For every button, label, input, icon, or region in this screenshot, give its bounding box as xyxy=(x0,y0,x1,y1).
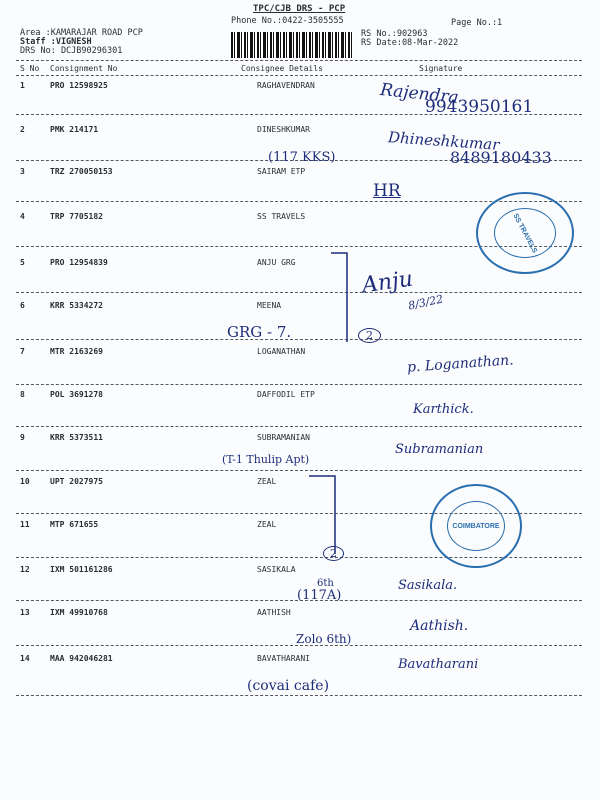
col-consignee: Consignee Details xyxy=(241,64,323,73)
phone-number: Phone No.:0422-3505555 xyxy=(231,16,344,26)
row-sno: 3 xyxy=(20,167,25,176)
row-consignment: PRO 12598925 xyxy=(50,81,108,90)
page-number: Page No.:1 xyxy=(451,18,503,28)
row-sno: 2 xyxy=(20,125,25,134)
col-sno: S No xyxy=(20,64,40,73)
handwritten-signature-14: Bavatharani xyxy=(398,657,479,672)
header-rule-bottom xyxy=(16,75,582,76)
row-sno: 1 xyxy=(20,81,25,90)
handwritten-signature-13: Aathish. xyxy=(410,618,469,634)
handwritten-note-6: GRG - 7. xyxy=(227,323,292,341)
handwritten-note-9: (T-1 Thulip Apt) xyxy=(222,453,310,466)
handwritten-signature-9: Subramanian xyxy=(395,442,484,457)
row-consignment: MTR 2163269 xyxy=(50,347,103,356)
row-consignee: SASIKALA xyxy=(257,565,296,574)
row-sno: 5 xyxy=(20,258,25,267)
handwritten-signature-7: p. Loganathan. xyxy=(406,352,515,376)
area-label: Area :KAMARAJAR ROAD PCP xyxy=(20,28,143,38)
rs-number: RS No.:902963 xyxy=(361,29,428,39)
row-sno: 11 xyxy=(20,520,30,529)
row-sno: 10 xyxy=(20,477,30,486)
row-consignee: ANJU GRG xyxy=(257,258,296,267)
row-consignee: ZEAL xyxy=(257,477,277,486)
handwritten-note-13: Zolo 6th) xyxy=(296,632,352,646)
row-consignee: ZEAL xyxy=(257,520,277,529)
handwritten-signature-1: Rajendra xyxy=(379,79,460,109)
row-consignment: IXM 49910768 xyxy=(50,608,108,617)
row-consignee: RAGHAVENDRAN xyxy=(257,81,315,90)
handwritten-signature-12: Sasikala. xyxy=(398,578,458,593)
row-consignment: TRP 7705182 xyxy=(50,212,103,221)
document-title: TPC/CJB DRS - PCP xyxy=(253,4,346,14)
handwritten-note-2: (117 KKS) xyxy=(268,150,336,165)
handwritten-signature-5: Anju xyxy=(360,266,415,299)
row-sno: 7 xyxy=(20,347,25,356)
row-consignment: KRR 5334272 xyxy=(50,301,103,310)
row-consignment: PMK 214171 xyxy=(50,125,99,134)
row-consignee: LOGANATHAN xyxy=(257,347,306,356)
handwritten-note-14: (covai cafe) xyxy=(247,678,330,694)
company-stamp-1 xyxy=(476,192,574,274)
rs-date: RS Date:08-Mar-2022 xyxy=(361,38,459,48)
row-sno: 8 xyxy=(20,390,25,399)
row-sno: 6 xyxy=(20,301,25,310)
handwritten-phone-2: 8489180433 xyxy=(450,148,552,167)
row-consignment: UPT 2027975 xyxy=(50,477,103,486)
company-stamp-2 xyxy=(430,484,522,568)
handwritten-phone-1: 9943950161 xyxy=(425,97,534,117)
row-consignee: SAIRAM ETP xyxy=(257,167,306,176)
row-sno: 12 xyxy=(20,565,30,574)
row-sno: 14 xyxy=(20,654,30,663)
row-consignment: MAA 942046281 xyxy=(50,654,113,663)
row-consignee: SS TRAVELS xyxy=(257,212,306,221)
handwritten-note-12: (117A) xyxy=(297,588,342,603)
handwritten-count-b: 2 xyxy=(323,546,344,561)
row-consignee: SUBRAMANIAN xyxy=(257,433,310,442)
handwritten-date-5: 8/3/22 xyxy=(407,292,445,313)
row-consignee: MEENA xyxy=(257,301,282,310)
handwritten-count-a: 2 xyxy=(358,328,381,343)
row-sno: 9 xyxy=(20,433,25,442)
handwritten-signature-2: Dhineshkumar xyxy=(387,128,500,154)
row-consignment: IXM 501161286 xyxy=(50,565,113,574)
header-rule-top xyxy=(16,60,582,61)
row-sno: 4 xyxy=(20,212,25,221)
row-consignment: TRZ 270050153 xyxy=(50,167,113,176)
row-consignment: POL 3691278 xyxy=(50,390,103,399)
row-sno: 13 xyxy=(20,608,30,617)
stamp-2-text: COIMBATORE xyxy=(452,522,500,530)
handwritten-floor-12: 6th xyxy=(317,578,334,589)
col-signature: Signature xyxy=(419,64,463,73)
col-consignment: Consignment No xyxy=(50,64,118,73)
stamp-1-text: SS TRAVELS xyxy=(511,212,539,254)
row-consignee: BAVATHARANI xyxy=(257,654,310,663)
row-consignment: KRR 5373511 xyxy=(50,433,103,442)
row-consignment: MTP 671655 xyxy=(50,520,99,529)
row-consignee: DAFFODIL ETP xyxy=(257,390,315,399)
staff-label: Staff :VIGNESH xyxy=(20,37,92,47)
barcode xyxy=(231,32,353,58)
row-consignee: AATHISH xyxy=(257,608,291,617)
drs-number: DRS No: DCJB90296301 xyxy=(20,46,123,56)
handwritten-signature-8: Karthick. xyxy=(413,402,474,417)
row-consignment: PRO 12954839 xyxy=(50,258,108,267)
row-consignee: DINESHKUMAR xyxy=(257,125,310,134)
handwritten-signature-3: HR xyxy=(373,181,401,201)
